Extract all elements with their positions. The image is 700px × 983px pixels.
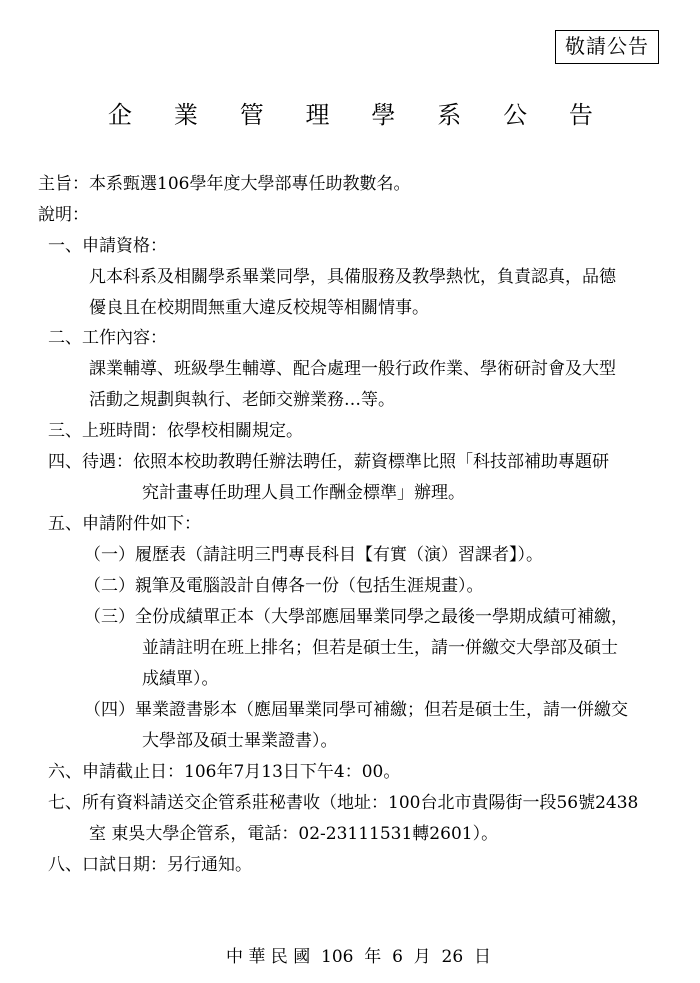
item-1-text: 優良且在校期間無重大違反校規等相關情事。 xyxy=(89,298,429,318)
item-6-line: 六、申請截止日：106年7月13日下午4：00。 xyxy=(48,762,401,782)
title-char: 理 xyxy=(305,101,330,129)
attachment-3-text: 並請註明在班上排名；但若是碩士生，請一併繳交大學部及碩士 xyxy=(142,638,618,658)
title-char: 告 xyxy=(568,101,593,129)
title-char: 公 xyxy=(503,101,528,129)
announcement-date: 中 華 民 國 106 年 6 月 26 日 xyxy=(226,947,491,967)
attachment-3: （三）全份成績單正本（大學部應屆畢業同學之最後一學期成績可補繳， xyxy=(84,607,628,627)
title-char: 管 xyxy=(239,101,264,129)
title-char: 業 xyxy=(173,101,198,129)
item-7-line: 七、所有資料請送交企管系莊秘書收（地址：100台北市貴陽街一段56號2438 xyxy=(48,793,639,813)
item-1-text: 凡本科系及相關學系畢業同學，具備服務及教學熱忱，負責認真，品德 xyxy=(89,267,616,287)
title-char: 企 xyxy=(108,101,132,129)
attachment-2: （二）親筆及電腦設計自傳各一份（包括生涯規畫）。 xyxy=(84,576,484,596)
posting-request-stamp: 敬請公告 xyxy=(555,30,659,64)
item-1-heading: 一、申請資格： xyxy=(48,236,167,256)
title-char: 系 xyxy=(437,101,462,129)
subject-line: 主旨：本系甄選106學年度大學部專任助教數名。 xyxy=(38,174,411,194)
item-3-line: 三、上班時間：依學校相關規定。 xyxy=(48,421,303,441)
attachment-3-text: 成績單）。 xyxy=(142,669,219,689)
attachment-4: （四）畢業證書影本（應屆畢業同學可補繳；但若是碩士生，請一併繳交 xyxy=(84,700,628,720)
item-2-text: 課業輔導、班級學生輔導、配合處理一般行政作業、學術研討會及大型 xyxy=(89,359,616,379)
item-8-line: 八、口試日期：另行通知。 xyxy=(48,855,252,875)
title-char: 學 xyxy=(371,101,396,129)
item-4-line: 四、待遇：依照本校助教聘任辦法聘任，薪資標準比照「科技部補助專題研 xyxy=(48,452,609,472)
explanation-label: 說明： xyxy=(38,205,89,225)
item-7-line: 室 東吳大學企管系，電話：02-23111531轉2601）。 xyxy=(89,824,499,844)
page-title xyxy=(108,100,593,130)
item-5-heading: 五、申請附件如下： xyxy=(48,514,201,534)
attachment-1: （一）履歷表（請註明三門專長科目【有實（演）習課者】）。 xyxy=(84,545,543,565)
item-2-heading: 二、工作內容： xyxy=(48,328,167,348)
item-2-text: 活動之規劃與執行、老師交辦業務…等。 xyxy=(89,390,395,410)
item-4-line: 究計畫專任助理人員工作酬金標準」辦理。 xyxy=(142,483,465,503)
attachment-4-text: 大學部及碩士畢業證書）。 xyxy=(142,731,338,751)
